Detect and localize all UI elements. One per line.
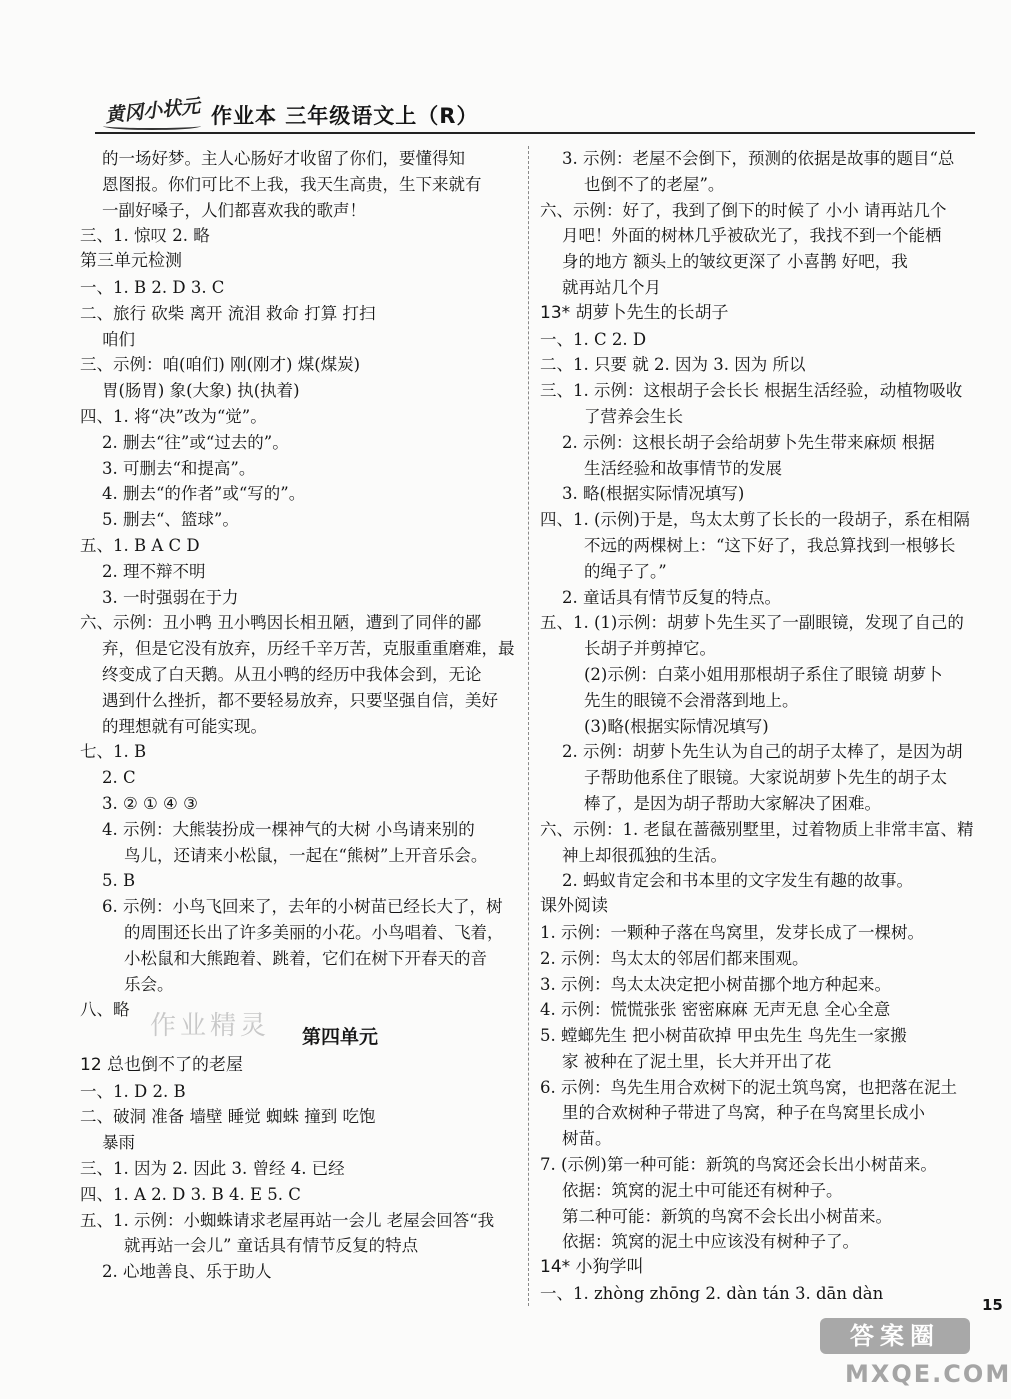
answer-line: 五、1. (1)示例：胡萝卜先生买了一副眼镜，发现了自己的 (540, 613, 964, 633)
answer-line: 一、1. D 2. B (80, 1081, 186, 1101)
answer-line: 三、1. 因为 2. 因此 3. 曾经 4. 已经 (80, 1159, 345, 1179)
answer-line: 棒了，是因为胡子帮助大家解决了困难。 (584, 793, 881, 813)
answer-line: 5. 删去“、篮球”。 (102, 510, 239, 530)
section-heading: 12 总也倒不了的老屋 (80, 1054, 244, 1075)
answer-line: 2. 心地善良、乐于助人 (102, 1262, 272, 1282)
answer-line: 4. 示例：大熊装扮成一棵神气的大树 小鸟请来别的 (102, 819, 475, 839)
answer-line: 六、示例：丑小鸭 丑小鸭因长相丑陋，遭到了同伴的鄙 (80, 613, 482, 633)
section-heading: 13* 胡萝卜先生的长胡子 (540, 302, 729, 323)
answer-line: 就再站一会儿” 童话具有情节反复的特点 (124, 1236, 419, 1256)
answer-line: 三、示例：咱(咱们) 刚(刚才) 煤(煤炭) (80, 355, 361, 375)
answer-line: 三、1. 惊叹 2. 略 (80, 226, 210, 246)
answer-line: 一、1. B 2. D 3. C (80, 277, 225, 297)
answer-line: 3. 示例：鸟太太决定把小树苗挪个地方种起来。 (540, 974, 891, 994)
answer-line: 长胡子并剪掉它。 (584, 639, 716, 659)
answer-line: 四、1. 将“决”改为“觉”。 (80, 406, 267, 426)
answer-line: 二、破洞 准备 墙壁 睡觉 蜘蛛 撞到 吃饱 (80, 1107, 376, 1127)
answer-line: 依据：筑窝的泥土中应该没有树种子了。 (562, 1232, 859, 1252)
answer-line: 的绳子了。” (584, 561, 667, 581)
answer-line: 2. 蚂蚁肯定会和书本里的文字发生有趣的故事。 (562, 871, 913, 891)
answer-line: 鸟儿，还请来小松鼠，一起在“熊树”上开音乐会。 (124, 845, 488, 865)
answer-line: 依据：筑窝的泥土中可能还有树种子。 (562, 1180, 843, 1200)
answer-line: 五、1. 示例：小蜘蛛请求老屋再站一会儿 老屋会回答“我 (80, 1210, 495, 1230)
answer-line: 乐会。 (124, 974, 174, 994)
page-title: 作业本 三年级语文上（R） (211, 104, 479, 128)
answer-line: 也倒不了的老屋”。 (584, 174, 725, 194)
answer-line: 7. (示例)第一种可能：新筑的鸟窝还会长出小树苗来。 (540, 1155, 937, 1175)
answer-line: 月吧！外面的树林几乎被砍光了，我找不到一个能栖 (562, 226, 942, 246)
answer-line: 的周围还长出了许多美丽的小花。小鸟唱着、飞着， (124, 922, 504, 942)
answer-line: (2)示例：白菜小姐用那根胡子系住了眼镜 胡萝卜 (584, 664, 943, 684)
answer-line: 小松鼠和大熊跑着、跳着，它们在树下开春天的音 (124, 948, 487, 968)
answer-line: 里的合欢树种子带进了鸟窝，种子在鸟窝里长成小 (562, 1103, 925, 1123)
section-heading: 14* 小狗学叫 (540, 1257, 644, 1278)
answer-line: 2. C (102, 768, 136, 788)
right-answer-column (540, 146, 985, 1307)
watermark-url: MXQE.COM (845, 1360, 1011, 1388)
answer-line: 八、略 (80, 1000, 130, 1020)
answer-line: 2. 示例：胡萝卜先生认为自己的胡子太棒了，是因为胡 (562, 742, 963, 762)
answer-line: 5. 螳螂先生 把小树苗砍掉 甲虫先生 鸟先生一家搬 (540, 1026, 907, 1046)
answer-line: 了营养会生长 (584, 406, 683, 426)
page-number: 15 (982, 1296, 1003, 1314)
answer-line: 3. 示例：老屋不会倒下，预测的依据是故事的题目“总 (562, 149, 955, 168)
answer-line: 子帮助他系住了眼镜。大家说胡萝卜先生的胡子太 (584, 768, 947, 788)
section-heading: 第四单元 (301, 1026, 378, 1049)
logo-swoosh (103, 122, 201, 130)
answer-line: 2. 示例：这根长胡子会给胡萝卜先生带来麻烦 根据 (562, 432, 935, 452)
answer-line: 遇到什么挫折，都不要轻易放弃，只要坚强自信，美好 (102, 690, 498, 710)
answer-line: 一、1. C 2. D (540, 329, 647, 349)
answer-line: 的一场好梦。主人心肠好才收留了你们，要懂得知 (102, 149, 465, 168)
column-divider (528, 146, 529, 1306)
header-rule (95, 132, 975, 134)
watermark-badge: 答案圈 (820, 1318, 970, 1354)
answer-line: 2. 示例：鸟太太的邻居们都来围观。 (540, 948, 809, 968)
answer-line: 暴雨 (102, 1133, 135, 1153)
publisher-logo: 黄冈小状元 (104, 95, 202, 127)
left-answer-column (80, 146, 520, 1285)
answer-line: 神上却很孤独的生活。 (562, 845, 727, 865)
answer-line: 3. 略(根据实际情况填写) (562, 484, 745, 504)
answer-line: 弃，但是它没有放弃，历经千辛万苦，克服重重磨难，最 (102, 639, 515, 659)
answer-line: 2. 删去“往”或“过去的”。 (102, 432, 289, 452)
answer-line: 3. 一时强弱在于力 (102, 587, 239, 607)
answer-line: 就再站几个月 (562, 277, 661, 297)
answer-line: (3)略(根据实际情况填写) (584, 716, 769, 736)
answer-line: 四、1. A 2. D 3. B 4. E 5. C (80, 1184, 301, 1204)
answer-line: 五、1. B A C D (80, 535, 200, 555)
answer-line: 生活经验和故事情节的发展 (584, 458, 782, 478)
answer-line: 六、示例：好了，我到了倒下的时候了 小小 请再站几个 (540, 200, 947, 220)
page-header (95, 92, 975, 142)
answer-line: 3. ② ① ④ ③ (102, 793, 198, 813)
answer-line: 二、1. 只要 就 2. 因为 3. 因为 所以 (540, 355, 806, 375)
answer-line: 咱们 (102, 329, 135, 349)
answer-line: 胃(肠胃) 象(大象) 执(执着) (102, 381, 300, 401)
answer-line: 4. 删去“的作者”或“写的”。 (102, 484, 306, 504)
answer-line: 6. 示例：小鸟飞回来了，去年的小树苗已经长大了，树 (102, 897, 503, 917)
answer-line: 6. 示例：鸟先生用合欢树下的泥土筑鸟窝，也把落在泥土 (540, 1077, 957, 1097)
answer-line: 一副好嗓子，人们都喜欢我的歌声！ (102, 200, 366, 220)
answer-line: 六、示例：1. 老鼠在蔷薇别墅里，过着物质上非常丰富、精 (540, 819, 974, 839)
answer-line: 七、1. B (80, 742, 147, 762)
answer-line: 1. 示例：一颗种子落在鸟窝里，发芽长成了一棵树。 (540, 922, 924, 942)
answer-line: 2. 理不辩不明 (102, 561, 206, 581)
answer-line: 三、1. 示例：这根胡子会长长 根据生活经验，动植物吸收 (540, 381, 963, 401)
section-heading: 课外阅读 (540, 896, 608, 917)
answer-line: 2. 童话具有情节反复的特点。 (562, 587, 781, 607)
faint-watermark: 作业精灵 (150, 1011, 271, 1041)
answer-line: 5. B (102, 871, 136, 891)
answer-line: 第二种可能：新筑的鸟窝不会长出小树苗来。 (562, 1206, 892, 1226)
answer-line: 恩图报。你们可比不上我，我天生高贵，生下来就有 (102, 174, 482, 194)
answer-line: 树苗。 (562, 1129, 612, 1149)
answer-line: 不远的两棵树上：“这下好了，我总算找到一根够长 (584, 535, 956, 555)
answer-line: 身的地方 额头上的皱纹更深了 小喜鹊 好吧，我 (562, 252, 908, 272)
answer-line: 4. 示例：慌慌张张 密密麻麻 无声无息 全心全意 (540, 1000, 891, 1020)
section-heading: 第三单元检测 (80, 251, 182, 272)
answer-line: 终变成了白天鹅。从丑小鸭的经历中我体会到，无论 (102, 664, 482, 684)
answer-line: 一、1. zhòng zhōng 2. dàn tán 3. dān dàn (540, 1284, 884, 1304)
answer-line: 先生的眼镜不会滑落到地上。 (584, 690, 799, 710)
answer-line: 3. 可删去“和提高”。 (102, 458, 256, 478)
answer-line: 二、旅行 砍柴 离开 流泪 救命 打算 打扫 (80, 303, 376, 323)
answer-line: 家 被种在了泥土里，长大并开出了花 (562, 1051, 832, 1071)
answer-line: 四、1. (示例)于是，鸟太太剪了长长的一段胡子，系在相隔 (540, 510, 970, 530)
answer-line: 的理想就有可能实现。 (102, 716, 267, 736)
